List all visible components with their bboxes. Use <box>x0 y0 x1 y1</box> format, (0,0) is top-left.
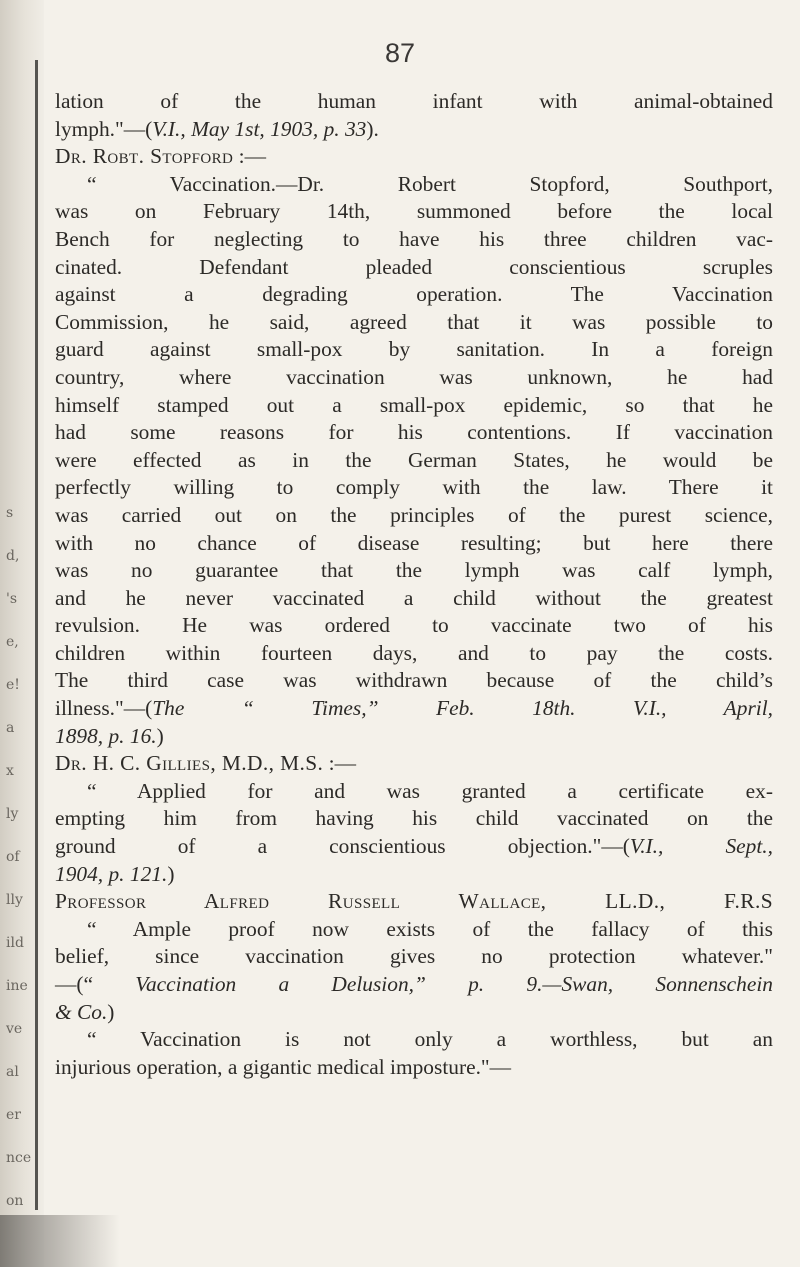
text-run: “ Vaccination.—Dr. Robert Stopford, Southport, <box>87 171 773 196</box>
edge-fragment: e, <box>6 634 19 650</box>
edge-fragment: er <box>6 1107 21 1123</box>
citation-text: The “ Times,” Feb. 18th. V.I., April, <box>152 696 773 721</box>
text-line <box>55 502 773 530</box>
speaker-heading-gillies <box>55 750 773 778</box>
edge-fragment: a <box>6 720 15 736</box>
text-run: injurious operation, a gigantic medical imposture."— <box>55 1054 512 1079</box>
text-run: ). <box>366 116 379 141</box>
text-run: guard against small-pox by sanitation. In a foreign <box>55 337 773 362</box>
text-line <box>55 474 773 502</box>
edge-fragment: lly <box>6 892 23 908</box>
text-run: Dr. H. C. Gillies, M.D., M.S. <box>55 751 324 776</box>
text-line <box>55 557 773 585</box>
text-run: and he never vaccinated a child without the greatest <box>55 585 773 610</box>
text-run: was on February 14th, summoned before the local <box>55 199 773 224</box>
text-run: ground of a conscientious objection."—( <box>55 834 630 859</box>
text-line <box>55 254 773 282</box>
text-run: were effected as in the German States, he would be <box>55 447 773 472</box>
text-run: had some reasons for his contentions. If vaccination <box>55 420 773 445</box>
text-line <box>55 1054 773 1082</box>
text-line <box>55 778 773 806</box>
speaker-heading-wallace <box>55 888 773 916</box>
text-line <box>55 364 773 392</box>
text-line <box>55 116 773 144</box>
citation-text: V.I., May 1st, 1903, p. 33 <box>152 116 367 141</box>
text-line <box>55 943 773 971</box>
edge-fragment: al <box>6 1064 19 1080</box>
text-run: The third case was withdrawn because of the child’s <box>55 668 773 693</box>
text-run: children within fourteen days, and to pay the costs. <box>55 640 773 665</box>
text-run: belief, since vaccination gives no protection whatever." <box>55 944 773 969</box>
text-line <box>55 281 773 309</box>
citation-text: 1898, p. 16. <box>55 723 157 748</box>
text-run: with no chance of disease resulting; but here there <box>55 530 773 555</box>
text-line <box>55 530 773 558</box>
text-run: against a degrading operation. The Vaccination <box>55 282 773 307</box>
text-run: was no guarantee that the lymph was calf lymph, <box>55 558 773 583</box>
citation-text: V.I., Sept., <box>629 834 773 859</box>
text-run: revulsion. He was ordered to vaccinate two of his <box>55 613 773 638</box>
text-line <box>55 695 773 723</box>
text-run: himself stamped out a small-pox epidemic, so that he <box>55 392 773 417</box>
edge-fragment: ve <box>6 1021 23 1037</box>
text-line <box>55 309 773 337</box>
text-line <box>55 171 773 199</box>
text-line <box>55 585 773 613</box>
edge-fragment: of <box>6 849 20 865</box>
text-line <box>55 916 773 944</box>
text-run: empting him from having his child vaccinated on the <box>55 806 773 831</box>
text-line <box>55 640 773 668</box>
text-run: was carried out on the principles of the purest science, <box>55 502 773 527</box>
text-line <box>55 88 773 116</box>
gutter-shadow-line <box>35 60 38 1210</box>
edge-fragment: ine <box>6 978 28 994</box>
text-run: lymph."—( <box>55 116 153 141</box>
text-line <box>55 392 773 420</box>
edge-fragment: s <box>6 505 14 521</box>
citation-text: & Co. <box>55 999 108 1024</box>
text-run: ) <box>167 861 175 886</box>
text-line <box>55 999 773 1027</box>
text-line <box>55 419 773 447</box>
text-run: Professor Alfred Russell Wallace, LL.D., F.R.S <box>55 889 773 914</box>
text-run: illness."—( <box>55 696 153 721</box>
page-body-text <box>55 88 773 1081</box>
text-run: Bench for neglecting to have his three children vac- <box>55 226 773 251</box>
text-line <box>55 667 773 695</box>
citation-text: 1904, p. 121. <box>55 861 168 886</box>
text-line <box>55 1026 773 1054</box>
text-run: cinated. Defendant pleaded conscientious scruples <box>55 254 773 279</box>
edge-fragment: x <box>6 763 14 779</box>
edge-fragment: 's <box>6 591 18 607</box>
text-line <box>55 447 773 475</box>
text-run: Dr. Robt. Stopford <box>55 144 234 169</box>
text-run: :— <box>233 144 266 169</box>
text-run: Commission, he said, agreed that it was possible to <box>55 309 773 334</box>
text-run: “ Applied for and was granted a certificate ex- <box>87 778 773 803</box>
text-line <box>55 833 773 861</box>
page-number: 87 <box>384 38 416 68</box>
text-line <box>55 805 773 833</box>
text-run: perfectly willing to comply with the law. There it <box>55 475 773 500</box>
edge-fragment: e! <box>6 677 20 693</box>
text-line <box>55 723 773 751</box>
edge-fragment: on <box>6 1193 24 1209</box>
text-run: “ Vaccination is not only a worthless, but an <box>87 1027 773 1052</box>
text-line <box>55 198 773 226</box>
text-run: “ Ample proof now exists of the fallacy of this <box>87 916 773 941</box>
text-run: ) <box>156 723 164 748</box>
text-line <box>55 336 773 364</box>
page-corner-shadow <box>0 1215 120 1267</box>
text-line <box>55 971 773 999</box>
text-run: —(“ <box>55 972 136 996</box>
edge-fragment: ly <box>6 806 19 822</box>
text-line <box>55 861 773 889</box>
text-line <box>55 226 773 254</box>
edge-fragment: ild <box>6 935 24 951</box>
text-run: lation of the human infant with animal-obtained <box>55 89 773 113</box>
edge-fragment: d, <box>6 548 20 564</box>
text-line <box>55 612 773 640</box>
citation-text: Vaccination a Delusion,” p. 9.—Swan, Sonnenschein <box>135 972 774 996</box>
text-run: ) <box>107 999 115 1024</box>
text-run: country, where vaccination was unknown, he had <box>55 364 773 389</box>
text-run: :— <box>323 751 356 776</box>
speaker-heading-stopford <box>55 143 773 171</box>
edge-fragment: nce <box>6 1150 32 1166</box>
